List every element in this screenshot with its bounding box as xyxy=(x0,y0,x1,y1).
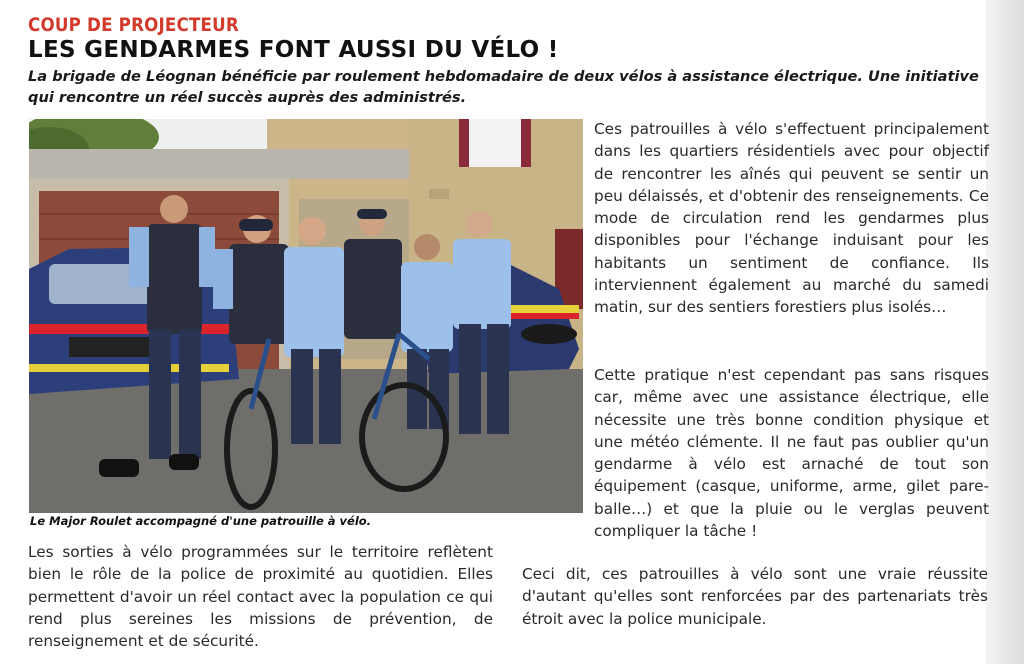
article-lede: La brigade de Léognan bénéficie par roulement hebdomadaire de deux vélos à assistance électrique. Une initiative qui rencontre un réel succès auprès des administrés. xyxy=(28,68,979,106)
body-paragraph-1 xyxy=(594,118,989,319)
paragraph-text: Cette pratique n'est cependant pas sans risques car, même avec une assistance électrique, elle nécessite une très bonne condition physique et une météo clémente. Il ne faut pas oublier qu'un gendarme à vélo est arnaché de tout son équipement (casque, uniforme, arme, gilet pare-balle…) et que la pluie ou le verglas peuvent compliquer la tâche ! xyxy=(594,366,989,541)
paragraph-text: Ces patrouilles à vélo s'effectuent principalement dans les quartiers résidentiels avec pour objectif de rencontrer les aînés qui peuvent se sentir un peu délaissés, et d'obtenir des renseignements. Ce mode de circulation rend les gendarmes plus disponibles pour l'échange induisant pour les habitants un sentiment de confiance. Ils interviennent également au marché du samedi matin, sur des sentiers forestiers plus isolés… xyxy=(594,120,989,317)
page-edge-shadow xyxy=(986,0,1024,664)
paragraph-text: Les sorties à vélo programmées sur le territoire reflètent bien le rôle de la police de proximité au quotidien. Elles permettent d'avoir un réel contact avec la population ce qui rend plus sereines les missions de prévention, de renseignement et de sécurité. xyxy=(28,543,493,651)
section-kicker: COUP DE PROJECTEUR xyxy=(28,14,239,36)
photo-caption: Le Major Roulet accompagné d'une patrouille à vélo. xyxy=(30,514,372,528)
paragraph-text: Ceci dit, ces patrouilles à vélo sont une vraie réussite d'autant qu'elles sont renforcées par des partenariats très étroit avec la police municipale. xyxy=(522,565,988,628)
body-paragraph-3 xyxy=(28,541,493,652)
body-paragraph-2 xyxy=(594,364,989,542)
article-photo xyxy=(29,119,583,513)
body-paragraph-4 xyxy=(522,563,988,630)
article-headline: LES GENDARMES FONT AUSSI DU VÉLO ! xyxy=(28,37,559,63)
